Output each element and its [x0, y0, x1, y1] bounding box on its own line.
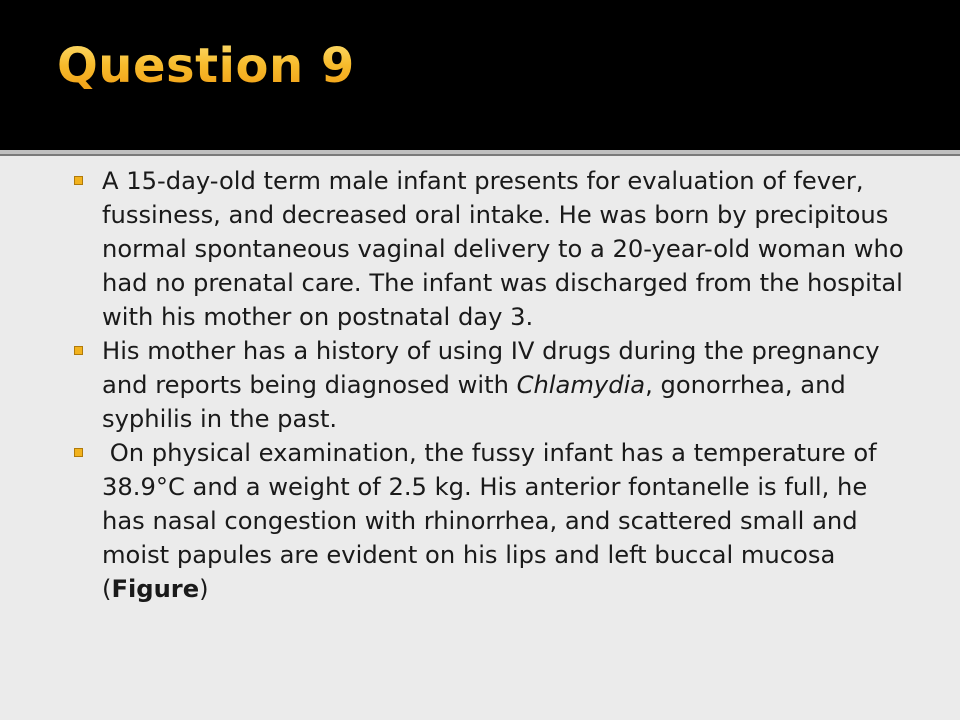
square-bullet-icon	[74, 176, 83, 185]
bullet-text: A 15-day-old term male infant presents for evaluation of fever, fussiness, and decreased oral intake. He was born by precipitous normal spontaneous vaginal delivery to a 20-year-old woman who had no prenatal care. The infant was discharged from the hospital with his mother on postnatal day 3.	[102, 167, 904, 331]
figure-reference: Figure	[111, 575, 200, 603]
bullet-item-case-presentation	[72, 164, 912, 334]
bullet-text-continued: )	[199, 575, 209, 603]
bullet-item-physical-exam	[72, 436, 912, 606]
title-band	[0, 0, 960, 150]
square-bullet-icon	[74, 448, 83, 457]
bullet-text: His mother has a history of using IV drugs during the pregnancy and reports being diagnosed with	[102, 337, 880, 399]
bullet-text-continued: , gonorrhea, and syphilis in the past.	[102, 371, 846, 433]
bullet-list	[72, 164, 912, 606]
bullet-item-maternal-history	[72, 334, 912, 436]
italic-term: Chlamydia	[516, 371, 646, 399]
bullet-text: On physical examination, the fussy infant has a temperature of 38.9°C and a weight of 2.5 kg. His anterior fontanelle is full, he has nasal congestion with rhinorrhea, and scattered small and moist papules are evident on his lips and left buccal mucosa (	[102, 439, 885, 603]
slide-title: Question 9	[57, 38, 355, 94]
square-bullet-icon	[74, 346, 83, 355]
slide-body	[0, 156, 960, 720]
